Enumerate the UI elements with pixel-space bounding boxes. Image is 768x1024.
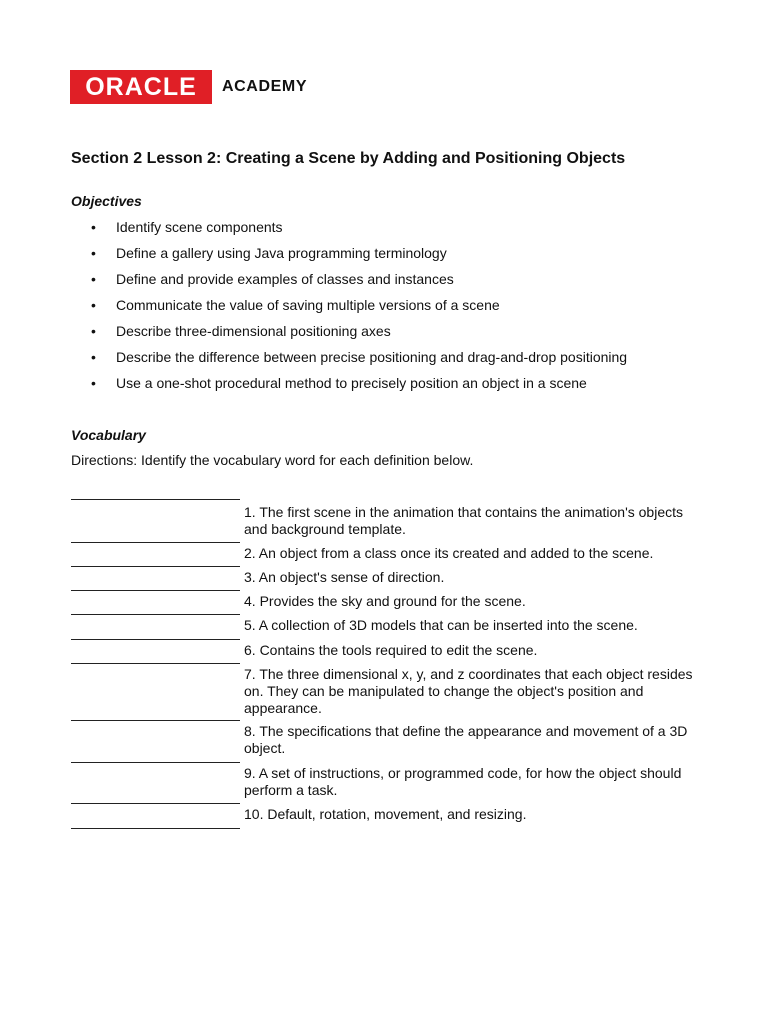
vocab-row	[71, 542, 701, 566]
vocab-definition: 5. A collection of 3D models that can be inserted into the scene.	[244, 617, 638, 633]
vocabulary-heading: Vocabulary	[71, 427, 146, 443]
answer-blank-line[interactable]	[71, 639, 240, 640]
objective-text: Identify scene components	[116, 219, 283, 235]
answer-blank-line[interactable]	[71, 590, 240, 591]
vocab-definition: 2. An object from a class once its created and added to the scene.	[244, 545, 654, 561]
vocab-row	[71, 663, 701, 720]
page-title: Section 2 Lesson 2: Creating a Scene by Adding and Positioning Objects	[71, 150, 626, 167]
bullet-icon: •	[91, 349, 96, 365]
bullet-icon: •	[91, 323, 96, 339]
vocab-row	[71, 590, 701, 614]
vocab-definition: 8. The specifications that define the appearance and movement of a 3D object.	[244, 723, 688, 756]
answer-blank-line[interactable]	[71, 614, 240, 615]
answer-blank-line[interactable]	[71, 762, 240, 763]
answer-blank-line[interactable]	[71, 566, 240, 567]
answer-blank-line[interactable]	[71, 828, 240, 829]
academy-wordmark: ACADEMY	[222, 78, 308, 95]
bullet-icon: •	[91, 245, 96, 261]
vocab-definition: 10. Default, rotation, movement, and resizing.	[244, 806, 527, 822]
vocab-row	[71, 484, 701, 542]
bullet-icon: •	[91, 297, 96, 313]
bullet-icon: •	[91, 375, 96, 391]
vocab-row	[71, 614, 701, 639]
answer-blank-line[interactable]	[71, 663, 240, 664]
bullet-icon: •	[91, 271, 96, 287]
vocab-definition: 7. The three dimensional x, y, and z coordinates that each object resides on. They can be manipulated to change the object's position and appearance.	[244, 666, 693, 716]
objective-text: Define and provide examples of classes and instances	[116, 271, 454, 287]
oracle-academy-logo	[70, 70, 307, 104]
answer-blank-line[interactable]	[71, 720, 240, 721]
objective-text: Describe the difference between precise positioning and drag-and-drop positioning	[116, 349, 628, 365]
answer-blank-line[interactable]	[71, 499, 240, 500]
vocab-row	[71, 566, 701, 590]
vocab-definition: 3. An object's sense of direction.	[244, 569, 445, 585]
vocab-definition: 9. A set of instructions, or programmed code, for how the object should perform a task.	[244, 765, 682, 798]
vocab-row	[71, 762, 701, 803]
oracle-logo-box	[70, 70, 212, 104]
vocabulary-directions: Directions: Identify the vocabulary word for each definition below.	[71, 452, 474, 468]
answer-blank-line[interactable]	[71, 803, 240, 804]
vocab-definition: 4. Provides the sky and ground for the scene.	[244, 593, 526, 609]
vocab-row	[71, 720, 701, 762]
objectives-heading: Objectives	[71, 193, 142, 209]
bullet-icon: •	[91, 219, 96, 235]
vocab-definition: 1. The first scene in the animation that contains the animation's objects and background template.	[244, 504, 683, 537]
answer-blank-line[interactable]	[71, 542, 240, 543]
objective-text: Describe three-dimensional positioning axes	[116, 323, 391, 339]
vocab-row	[71, 803, 701, 828]
objective-text: Communicate the value of saving multiple versions of a scene	[116, 297, 500, 313]
vocab-definition: 6. Contains the tools required to edit the scene.	[244, 642, 538, 658]
vocabulary-table	[71, 484, 701, 828]
vocab-row	[71, 639, 701, 663]
objective-text: Define a gallery using Java programming terminology	[116, 245, 447, 261]
oracle-logo-wordmark: ORACLE	[85, 73, 197, 101]
objective-text: Use a one-shot procedural method to precisely position an object in a scene	[116, 375, 587, 391]
